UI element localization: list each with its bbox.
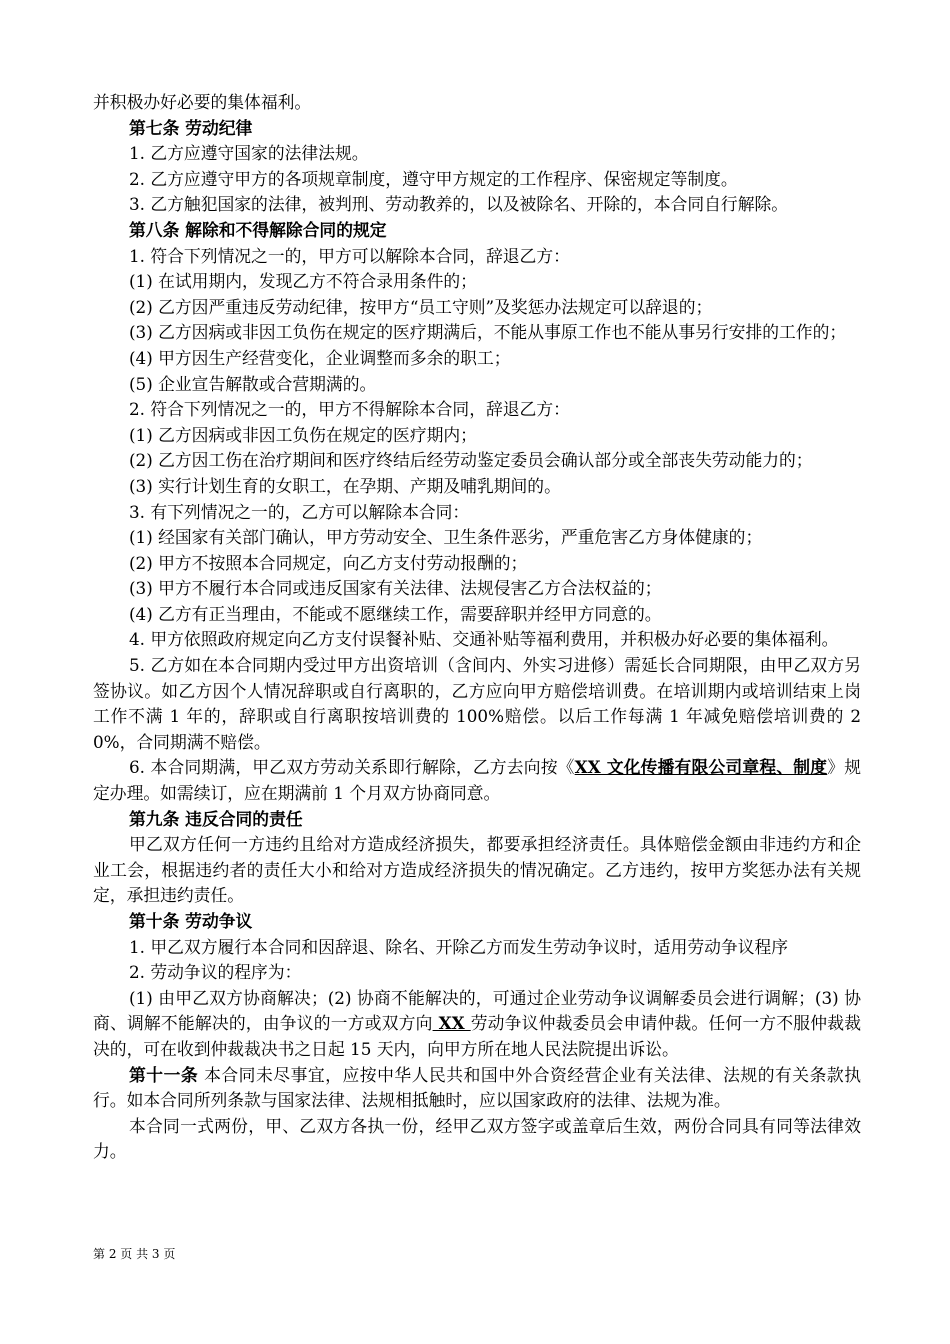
paragraph: (3) 甲方不履行本合同或违反国家有关法律、法规侵害乙方合法权益的； (129, 578, 662, 599)
paragraph-procedure (93, 986, 861, 1063)
paragraph: 并积极办好必要的集体福利。 (93, 92, 312, 112)
paragraph: 甲乙双方任何一方违约且给对方造成经济损失，都要承担经济责任。具体赔偿金额由非违约方和企业工会，根据违约者的责任大小和给对方造成经济损失的情况确定。乙方违约，按甲方奖惩办法有关规定，承担违约责任。 (93, 834, 861, 906)
paragraph: (1) 在试用期内，发现乙方不符合录用条件的； (129, 271, 477, 292)
document-page (93, 90, 861, 1165)
paragraph: 2. 符合下列情况之一的，甲方不得解除本合同，辞退乙方： (129, 399, 570, 420)
paragraph: (4) 乙方有正当理由，不能或不愿继续工作，需要辞职并经甲方同意的。 (129, 603, 662, 624)
article-8-heading: 第八条 解除和不得解除合同的规定 (129, 219, 387, 240)
paragraph: 1. 乙方应遵守国家的法律法规。 (129, 143, 369, 164)
paragraph: (1) 乙方因病或非因工负伤在规定的医疗期内； (129, 424, 477, 445)
paragraph: 5. 乙方如在本合同期内受过甲方出资培训（含间内、外实习进修）需延长合同期限，由甲乙双方另签协议。如乙方因个人情况辞职或自行离职的，乙方应向甲方赔偿培训费。在培训期内或培训结束上岗工作不满 1 年的，辞职或自行离职按培训费的 100%赔偿。以后工作每满 1 年减免赔偿培训费的 20%，合同期满不赔偿。 (93, 655, 861, 752)
procedure-text-end: 劳动争议仲裁委员会申请仲裁。任何一方不服仲裁裁决的，可在收到仲裁裁决书之日起 15 天内，向甲方所在地人民法院提出诉讼。 (93, 1013, 861, 1059)
item-6-text: 6. 本合同期满，甲乙双方劳动关系即行解除，乙方去向按《 (129, 757, 575, 778)
paragraph: 2. 乙方应遵守甲方的各项规章制度，遵守甲方规定的工作程序、保密规定等制度。 (129, 168, 738, 189)
paragraph-item-6 (93, 755, 861, 806)
article-7-heading: 第七条 劳动纪律 (129, 117, 253, 138)
procedure-text: (1) 由甲乙双方协商解决；(2) 协商不能解决的，可通过企业劳动争议调解委员会进行调解；(3) 协商、调解不能解决的，由争议的一方或双方向 (93, 987, 861, 1034)
paragraph: 2. 劳动争议的程序为： (129, 962, 302, 983)
article-11 (93, 1063, 861, 1114)
article-9-heading: 第九条 违反合同的责任 (129, 808, 303, 829)
paragraph: (3) 乙方因病或非因工负伤在规定的医疗期满后，不能从事原工作也不能从事另行安排的工作的； (129, 322, 847, 343)
article-11-heading: 第十一条 (129, 1064, 199, 1085)
paragraph: (5) 企业宣告解散或合营期满的。 (129, 373, 377, 394)
paragraph: (4) 甲方因生产经营变化，企业调整而多余的职工； (129, 347, 511, 368)
article-10-heading: 第十条 劳动争议 (129, 911, 253, 931)
paragraph: 4. 甲方依照政府规定向乙方支付误餐补贴、交通补贴等福利费用，并积极办好必要的集体福利。 (129, 629, 839, 650)
paragraph: (1) 经国家有关部门确认，甲方劳动安全、卫生条件恶劣，严重危害乙方身体健康的； (129, 527, 763, 548)
company-charter-reference: XX 文化传播有限公司章程、制度 (574, 757, 828, 778)
paragraph: (2) 甲方不按照本合同规定，向乙方支付劳动报酬的； (129, 552, 528, 573)
paragraph: 3. 有下列情况之一的，乙方可以解除本合同： (129, 501, 470, 522)
paragraph: 本合同一式两份，甲、乙双方各执一份，经甲乙双方签字或盖章后生效，两份合同具有同等法律效力。 (93, 1115, 861, 1162)
paragraph: (2) 乙方因工伤在治疗期间和医疗终结后经劳动鉴定委员会确认部分或全部丧失劳动能力的； (129, 450, 813, 471)
article-11-text: 本合同未尽事宜，应按中华人民共和国中外合资经营企业有关法律、法规的有关条款执行。如本合同所列条款与国家法律、法规相抵触时，应以国家政府的法律、法规为准。 (93, 1064, 861, 1111)
paragraph: (2) 乙方因严重违反劳动纪律，按甲方“员工守则”及奖惩办法规定可以辞退的； (129, 296, 713, 317)
paragraph: 1. 甲乙双方履行本合同和因辞退、除名、开除乙方而发生劳动争议时，适用劳动争议程序 (129, 936, 789, 957)
arbitration-place: XX (432, 1013, 471, 1034)
paragraph: (3) 实行计划生育的女职工，在孕期、产期及哺乳期间的。 (129, 475, 561, 496)
item-6-text-end: 》规定办理。如需续订，应在期满前 1 个月双方协商同意。 (93, 757, 861, 804)
page-footer: 第 2 页 共 3 页 (93, 1247, 176, 1261)
paragraph: 1. 符合下列情况之一的，甲方可以解除本合同，辞退乙方： (129, 245, 570, 266)
paragraph: 3. 乙方触犯国家的法律，被判刑、劳动教养的，以及被除名、开除的，本合同自行解除。 (129, 194, 789, 215)
